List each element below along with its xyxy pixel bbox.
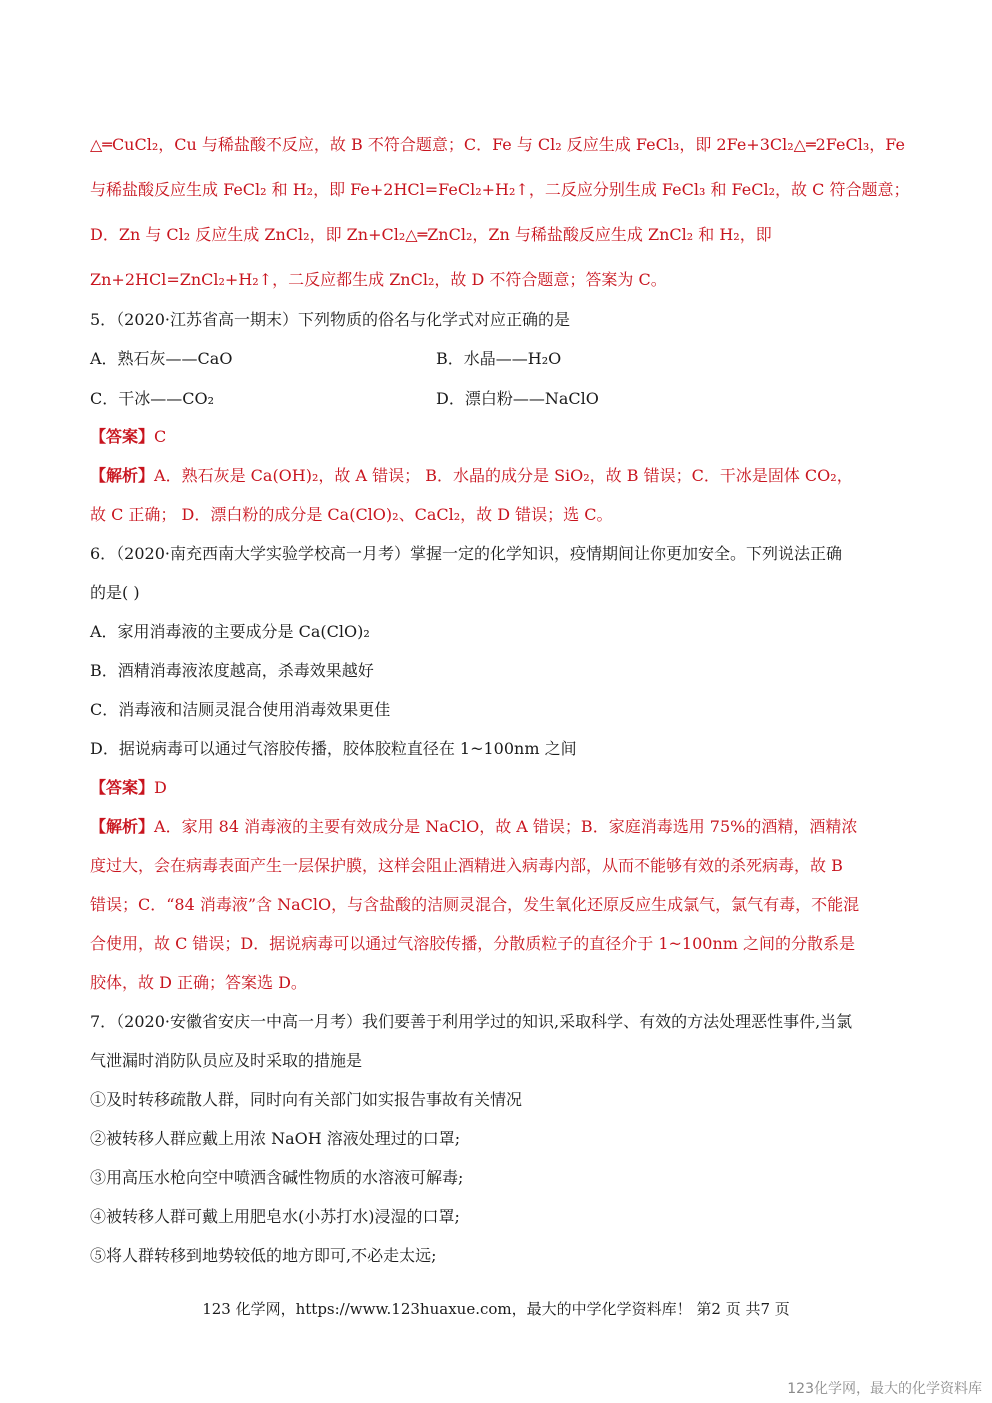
question-7-item-1: ①及时转移疏散人群，同时向有关部门如实报告事故有关情况 bbox=[90, 1090, 523, 1109]
question-6-option-d: D．据说病毒可以通过气溶胶传播，胶体胶粒直径在 1~100nm 之间 bbox=[90, 739, 577, 758]
question-7-item-2: ②被转移人群应戴上用浓 NaOH 溶液处理过的口罩; bbox=[90, 1129, 461, 1148]
question-6-stem-cont: 的是( ) bbox=[90, 583, 140, 602]
analysis-text: A．熟石灰是 Ca(OH)₂，故 A 错误； B．水晶的成分是 SiO₂，故 B 错误；C．干冰是固体 CO₂， bbox=[154, 466, 853, 485]
answer-label: 【答案】 bbox=[90, 778, 155, 797]
analysis-text: A．家用 84 消毒液的主要有效成分是 NaClO，故 A 错误；B．家庭消毒选用 75%的酒精，酒精浓 bbox=[154, 817, 858, 836]
question-5-stem: 5．（2020·江苏省高一期末）下列物质的俗名与化学式对应正确的是 bbox=[90, 310, 570, 329]
analysis-label: 【解析】 bbox=[90, 466, 155, 485]
question-5-option-c: C．干冰——CO₂ bbox=[90, 389, 215, 408]
explanation-line: △═CuCl₂，Cu 与稀盐酸不反应，故 B 不符合题意；C．Fe 与 Cl₂ 反应生成 FeCl₃，即 2Fe+3Cl₂△═2FeCl₃，Fe bbox=[90, 135, 905, 154]
question-6-analysis-cont: 胶体，故 D 正确；答案选 D。 bbox=[90, 973, 307, 992]
question-7-item-5: ⑤将人群转移到地势较低的地方即可,不必走太远; bbox=[90, 1246, 437, 1265]
watermark: 123化学网，最大的化学资料库 bbox=[787, 1381, 982, 1397]
question-5-option-d: D．漂白粉——NaClO bbox=[436, 389, 599, 408]
question-6-stem: 6．（2020·南充西南大学实验学校高一月考）掌握一定的化学知识，疫情期间让你更加安全。下列说法正确 bbox=[90, 544, 842, 563]
question-6-option-a: A．家用消毒液的主要成分是 Ca(ClO)₂ bbox=[90, 622, 370, 641]
question-7-item-4: ④被转移人群可戴上用肥皂水(小苏打水)浸湿的口罩; bbox=[90, 1207, 460, 1226]
explanation-line: Zn+2HCl=ZnCl₂+H₂↑，二反应都生成 ZnCl₂，故 D 不符合题意；答案为 C。 bbox=[90, 270, 667, 289]
question-6-analysis bbox=[90, 816, 932, 838]
explanation-line: 与稀盐酸反应生成 FeCl₂ 和 H₂，即 Fe+2HCl=FeCl₂+H₂↑，二反应分别生成 FeCl₃ 和 FeCl₂，故 C 符合题意； bbox=[90, 180, 910, 199]
question-5-option-a: A．熟石灰——CaO bbox=[90, 349, 233, 368]
answer-value: D bbox=[154, 778, 167, 797]
question-5-answer bbox=[90, 426, 932, 448]
question-6-option-c: C．消毒液和洁厕灵混合使用消毒效果更佳 bbox=[90, 700, 391, 719]
question-5-analysis bbox=[90, 465, 932, 487]
question-7-stem-cont: 气泄漏时消防队员应及时采取的措施是 bbox=[90, 1051, 363, 1070]
question-6-answer bbox=[90, 777, 932, 799]
analysis-label: 【解析】 bbox=[90, 817, 155, 836]
page-footer: 123 化学网，https://www.123huaxue.com，最大的中学化学资料库！ 第2 页 共7 页 bbox=[202, 1300, 790, 1318]
question-6-analysis-cont: 合使用，故 C 错误；D．据说病毒可以通过气溶胶传播，分散质粒子的直径介于 1~100nm 之间的分散系是 bbox=[90, 934, 856, 953]
explanation-line: D．Zn 与 Cl₂ 反应生成 ZnCl₂，即 Zn+Cl₂△═ZnCl₂，Zn 与稀盐酸反应生成 ZnCl₂ 和 H₂，即 bbox=[90, 225, 772, 244]
answer-value: C bbox=[154, 427, 167, 446]
question-5-analysis-cont: 故 C 正确； D．漂白粉的成分是 Ca(ClO)₂、CaCl₂，故 D 错误；选 C。 bbox=[90, 505, 613, 524]
question-6-analysis-cont: 度过大，会在病毒表面产生一层保护膜，这样会阻止酒精进入病毒内部，从而不能够有效的杀死病毒，故 B bbox=[90, 856, 843, 875]
question-6-analysis-cont: 错误；C．“84 消毒液”含 NaClO，与含盐酸的洁厕灵混合，发生氧化还原反应生成氯气，氯气有毒，不能混 bbox=[90, 895, 860, 914]
question-7-item-3: ③用高压水枪向空中喷洒含碱性物质的水溶液可解毒; bbox=[90, 1168, 464, 1187]
question-7-stem: 7．（2020·安徽省安庆一中高一月考）我们要善于利用学过的知识,采取科学、有效的方法处理恶性事件,当氯 bbox=[90, 1012, 853, 1031]
answer-label: 【答案】 bbox=[90, 427, 155, 446]
question-5-option-b: B．水晶——H₂O bbox=[436, 349, 562, 368]
question-6-option-b: B．酒精消毒液浓度越高，杀毒效果越好 bbox=[90, 661, 374, 680]
